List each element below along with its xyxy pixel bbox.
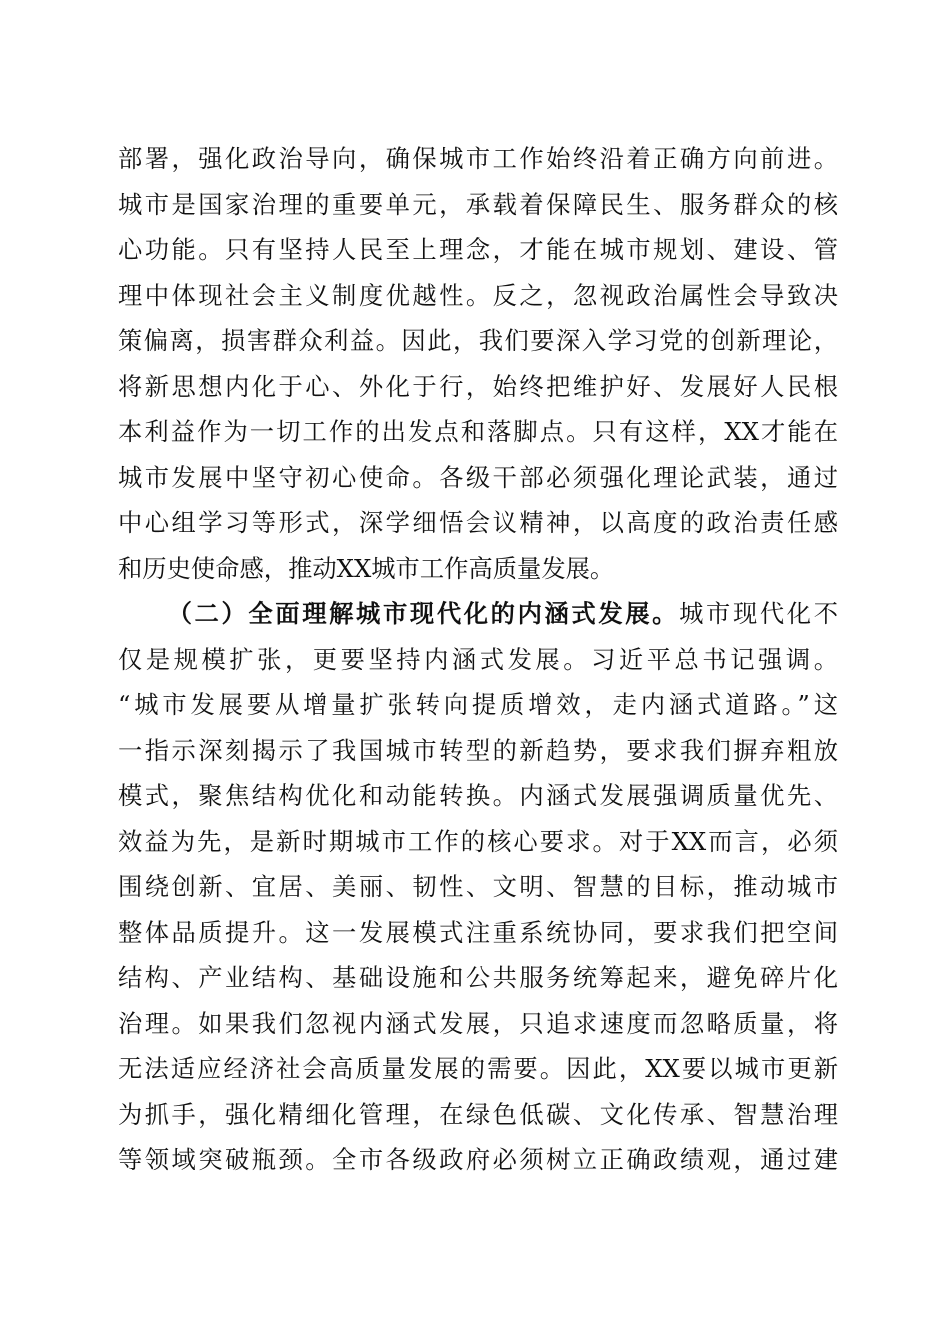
paragraph-line: 理中体现社会主义制度优越性。反之，忽视政治属性会导致决	[118, 280, 838, 310]
document-body	[118, 136, 838, 1183]
paragraph-line: 策偏离，损害群众利益。因此，我们要深入学习党的创新理论，	[118, 326, 838, 355]
paragraph-line: 本利益作为一切工作的出发点和落脚点。只有这样，XX才能在	[118, 417, 838, 446]
section-heading: （二）全面理解城市现代化的内涵式发展。	[165, 599, 680, 628]
paragraph-line: 城市发展中坚守初心使命。各级干部必须强化理论武装，通过	[118, 462, 838, 492]
paragraph-line: 治理。如果我们忽视内涵式发展，只追求速度而忽略质量，将	[118, 1008, 838, 1038]
section-heading-line	[118, 591, 838, 637]
paragraph-line: 部署，强化政治导向，确保城市工作始终沿着正确方向前进。	[118, 144, 838, 173]
paragraph-line: 和历史使命感，推动XX城市工作高质量发展。	[118, 553, 615, 583]
paragraph-line: 等领域突破瓶颈。全市各级政府必须树立正确政绩观，通过建	[118, 1145, 838, 1174]
paragraph-line: 整体品质提升。这一发展模式注重系统协同，要求我们把空间	[118, 917, 838, 947]
paragraph-line: 仅是规模扩张，更要坚持内涵式发展。习近平总书记强调。	[118, 644, 838, 674]
paragraph-line: 城市是国家治理的重要单元，承载着保障民生、服务群众的核	[118, 189, 838, 219]
paragraph-line: 围绕创新、宜居、美丽、韧性、文明、智慧的目标，推动城市	[118, 872, 838, 901]
section-first-line-rest: 城市现代化不	[679, 599, 839, 628]
paragraph-line: 结构、产业结构、基础设施和公共服务统筹起来，避免碎片化	[118, 963, 838, 992]
paragraph-line: 心功能。只有坚持人民至上理念，才能在城市规划、建设、管	[118, 235, 838, 264]
paragraph-line: 无法适应经济社会高质量发展的需要。因此，XX要以城市更新	[118, 1054, 838, 1083]
paragraph-line: 将新思想内化于心、外化于行，始终把维护好、发展好人民根	[118, 371, 838, 401]
paragraph-line: “城市发展要从增量扩张转向提质增效，走内涵式道路。”这	[118, 690, 838, 719]
paragraph-line: 模式，聚焦结构优化和动能转换。内涵式发展强调质量优先、	[118, 781, 838, 810]
paragraph-line: 为抓手，强化精细化管理，在绿色低碳、文化传承、智慧治理	[118, 1099, 838, 1129]
paragraph-line: 一指示深刻揭示了我国城市转型的新趋势，要求我们摒弃粗放	[118, 735, 838, 765]
paragraph-line: 效益为先，是新时期城市工作的核心要求。对于XX而言，必须	[118, 826, 838, 856]
paragraph-line: 中心组学习等形式，深学细悟会议精神，以高度的政治责任感	[118, 508, 838, 537]
